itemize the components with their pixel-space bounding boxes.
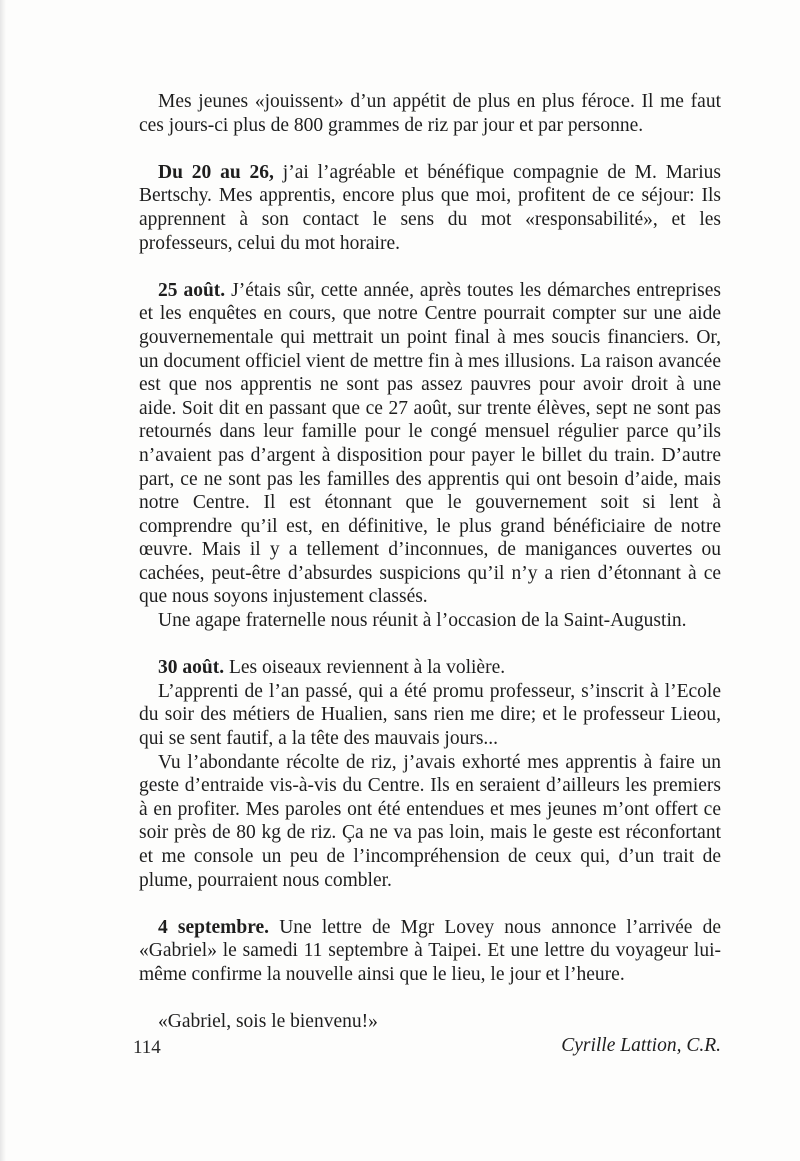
paragraph-entry-20-26 (139, 161, 721, 255)
entry-text: j’ai l’agréable et bénéfique compagnie de M. Marius Bertschy. Mes apprentis, encore plus que moi, profitent de ce séjour: Ils apprennent à son contact le sens du mot «responsabilité», et les professeurs, celui du mot horaire. (139, 161, 721, 254)
entry-date: 4 septembre. (158, 916, 270, 938)
entry-date: 25 août. (158, 279, 226, 301)
page-number: 114 (133, 1037, 161, 1058)
paragraph-entry-30-aout (139, 656, 721, 680)
paragraph-riz: Vu l’abondante récolte de riz, j’avais exhorté mes apprentis à faire un geste d’entraide vis-à-vis du Centre. Ils en seraient d’ailleurs les premiers à en profiter. Mes paroles ont été entendues et mes jeunes m’ont offert ce soir près de 80 kg de riz. Ça ne va pas loin, mais le geste est réconfortant et me console un peu de l’incompréhension de ceux qui, d’un trait de plume, pourraient nous combler. (139, 751, 721, 891)
entry-date: Du 20 au 26, (158, 161, 274, 183)
paragraph-agape: Une agape fraternelle nous réunit à l’occasion de la Saint-Augustin. (158, 610, 687, 632)
entry-text: Les oiseaux reviennent à la volière. (224, 657, 506, 679)
entry-date: 30 août. (158, 657, 225, 679)
entry-text: J’étais sûr, cette année, après toutes les démarches entreprises et les enquêtes en cours, que notre Centre pourrait compter sur une aide gouvernementale qui mettrait un point final à mes soucis financiers. Or, un document officiel vient de mettre fin à mes illusions. La raison avancée est que nos apprentis ne sont pas assez pauvres pour avoir droit à une aide. Soit dit en passant que ce 27 août, sur trente élèves, sept ne sont pas retournés dans leur famille pour le congé mensuel régulier parce qu’ils n’avaient pas d’argent à disposition pour payer le billet du train. D’autre part, ce ne sont pas les familles des apprentis qui ont besoin d’aide, mais notre Centre. Il est étonnant que le gouvernement soit si lent à comprendre qu’il est, en définitive, le plus grand bénéficiaire de notre œuvre. Mais il y a tellement d’inconnues, de manigances ouvertes ou cachées, peut-être d’absurdes suspicions qu’il n’y a rien d’étonnant à ce que nous soyons injustement classés. (139, 279, 721, 608)
paragraph-entry-25-aout (139, 279, 721, 609)
page-body (139, 90, 721, 1057)
paragraph-apprenti: L’apprenti de l’an passé, qui a été promu professeur, s’inscrit à l’Ecole du soir des métiers de Hualien, sans rien me dire; et le professeur Lieou, qui se sent fautif, a la tête des mauvais jours... (139, 680, 721, 750)
paragraph-welcome: «Gabriel, sois le bienvenu!» (158, 1011, 378, 1033)
paragraph-entry-4-septembre (139, 916, 721, 987)
paragraph-appetite: Mes jeunes «jouissent» d’un appétit de plus en plus féroce. Il me faut ces jours-ci plus de 800 grammes de riz par jour et par personne. (139, 91, 721, 136)
entry-text: Une lettre de Mgr Lovey nous annonce l’arrivée de «Gabriel» le samedi 11 septembre à Taipei. Et une lettre du voyageur lui-même confirme la nouvelle ainsi que le lieu, le jour et l’heure. (139, 916, 721, 985)
page-gutter-shadow (0, 0, 6, 1161)
author-signature: Cyrille Lattion, C.R. (561, 1034, 721, 1056)
